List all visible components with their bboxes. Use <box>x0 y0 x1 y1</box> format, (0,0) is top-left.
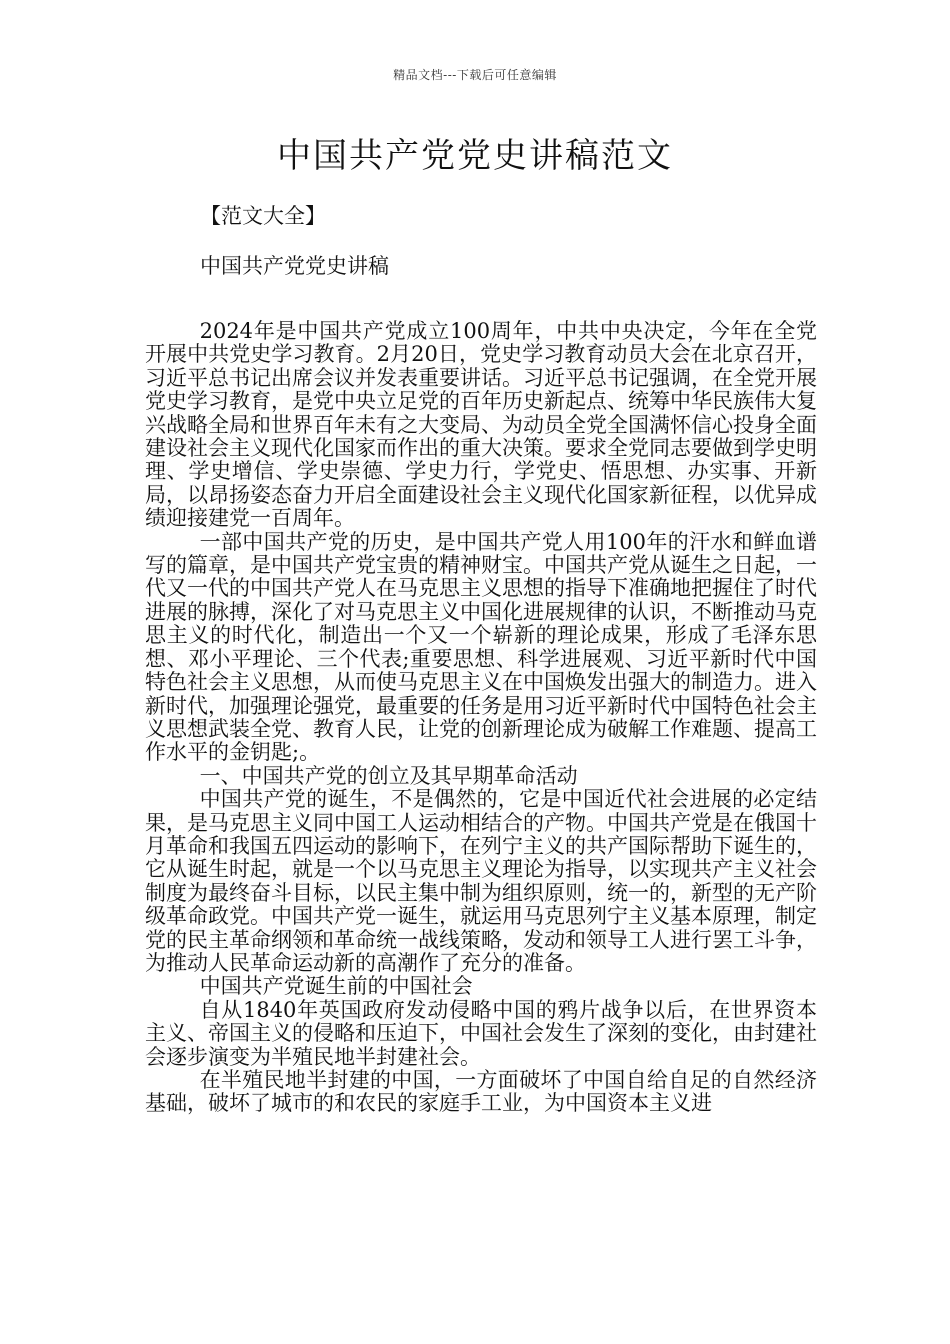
paragraph: 中国共产党的诞生，不是偶然的，它是中国近代社会进展的必定结果，是马克思主义同中国工人运动相结合的产物。中国共产党是在俄国十月革命和我国五四运动的影响下，在列宁主义的共产国际帮助下诞生的，它从诞生时起，就是一个以马克思主义理论为指导，以实现共产主义社会制度为最终奋斗目标，以民主集中制为组织原则，统一的，新型的无产阶级革命政党。中国共产党一诞生，就运用马克思列宁主义基本原理，制定党的民主革命纲领和革命统一战线策略，发动和领导工人进行罢工斗争，为推动人民革命运动新的高潮作了充分的准备。 <box>145 787 817 975</box>
category-tag: 【范文大全】 <box>200 204 326 228</box>
document-subtitle: 中国共产党党史讲稿 <box>200 254 389 278</box>
section-heading: 一、中国共产党的创立及其早期革命活动 <box>199 763 578 788</box>
paragraph: 2024年是中国共产党成立100周年，中共中央决定，今年在全党开展中共党史学习教育。2月20日，党史学习教育动员大会在北京召开，习近平总书记出席会议并发表重要讲话。习近平总书记强调，在全党开展党史学习教育，是党中央立足党的百年历史新起点、统筹中华民族伟大复兴战略全局和世界百年未有之大变局、为动员全党全国满怀信心投身全面建设社会主义现代化国家而作出的重大决策。要求全党同志要做到学史明理、学史增信、学史崇德、学史力行，学党史、悟思想、办实事、开新局，以昂扬姿态奋力开启全面建设社会主义现代化国家新征程，以优异成绩迎接建党一百周年。 <box>145 319 817 531</box>
body-text <box>145 320 817 1116</box>
header-note: 精品文档---下载后可任意编辑 <box>393 68 557 82</box>
paragraph: 自从1840年英国政府发动侵略中国的鸦片战争以后，在世界资本主义、帝国主义的侵略和压迫下，中国社会发生了深刻的变化，由封建社会逐步演变为半殖民地半封建社会。 <box>145 997 817 1069</box>
page-title: 中国共产党党史讲稿范文 <box>277 136 673 176</box>
section-heading: 中国共产党诞生前的中国社会 <box>199 974 473 999</box>
paragraph: 一部中国共产党的历史，是中国共产党人用100年的汗水和鲜血谱写的篇章，是中国共产党宝贵的精神财宝。中国共产党从诞生之日起，一代又一代的中国共产党人在马克思主义思想的指导下准确地把握住了时代进展的脉搏，深化了对马克思主义中国化进展规律的认识，不断推动马克思主义的时代化，制造出一个又一个崭新的理论成果，形成了毛泽东思想、邓小平理论、三个代表;重要思想、科学进展观、习近平新时代中国特色社会主义思想，从而使马克思主义在中国焕发出强大的制造力。进入新时代，加强理论强党，最重要的任务是用习近平新时代中国特色社会主义思想武装全党、教育人民，让党的创新理论成为破解工作难题、提高工作水平的金钥匙;。 <box>145 529 817 765</box>
paragraph: 在半殖民地半封建的中国，一方面破坏了中国自给自足的自然经济基础，破坏了城市的和农民的家庭手工业，为中国资本主义进 <box>145 1068 817 1116</box>
